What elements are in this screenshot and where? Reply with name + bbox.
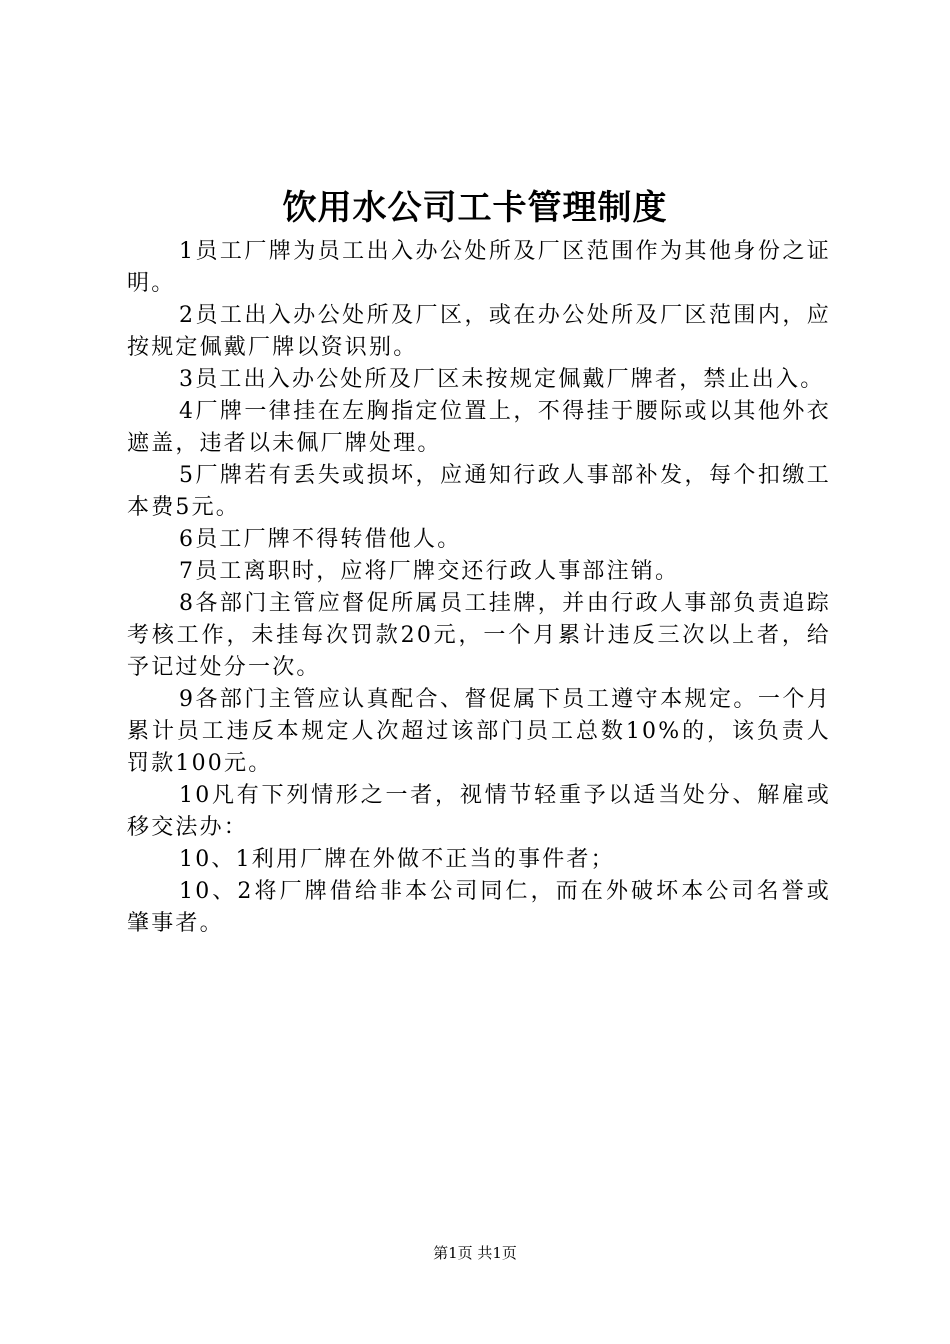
paragraph-9: 9各部门主管应认真配合、督促属下员工遵守本规定。一个月累计员工违反本规定人次超过该部门员工总数10%的，该负责人罚款100元。: [127, 687, 831, 776]
paragraph-10: 10凡有下列情形之一者，视情节轻重予以适当处分、解雇或移交法办：: [127, 783, 831, 840]
paragraph-1: 1员工厂牌为员工出入办公处所及厂区范围作为其他身份之证明。: [127, 239, 831, 296]
paragraph-10-2: 10、2将厂牌借给非本公司同仁，而在外破坏本公司名誉或肇事者。: [127, 879, 831, 936]
paragraph-3: 3员工出入办公处所及厂区未按规定佩戴厂牌者，禁止出入。: [179, 367, 825, 392]
paragraph-7: 7员工离职时，应将厂牌交还行政人事部注销。: [179, 559, 680, 584]
page-footer: 第1页 共1页: [433, 1244, 517, 1262]
document-title: 饮用水公司工卡管理制度: [282, 188, 668, 228]
paragraph-8: 8各部门主管应督促所属员工挂牌，并由行政人事部负责追踪考核工作，未挂每次罚款20元，一个月累计违反三次以上者，给予记过处分一次。: [127, 591, 831, 680]
paragraph-5: 5厂牌若有丢失或损坏，应通知行政人事部补发，每个扣缴工本费5元。: [127, 463, 831, 520]
paragraph-2: 2员工出入办公处所及厂区，或在办公处所及厂区范围内，应按规定佩戴厂牌以资识别。: [127, 303, 831, 360]
document-body: [127, 236, 831, 940]
paragraph-10-1: 10、1利用厂牌在外做不正当的事件者；: [179, 847, 615, 872]
paragraph-6: 6员工厂牌不得转借他人。: [179, 527, 462, 552]
paragraph-4: 4厂牌一律挂在左胸指定位置上，不得挂于腰际或以其他外衣遮盖，违者以未佩厂牌处理。: [127, 399, 831, 456]
